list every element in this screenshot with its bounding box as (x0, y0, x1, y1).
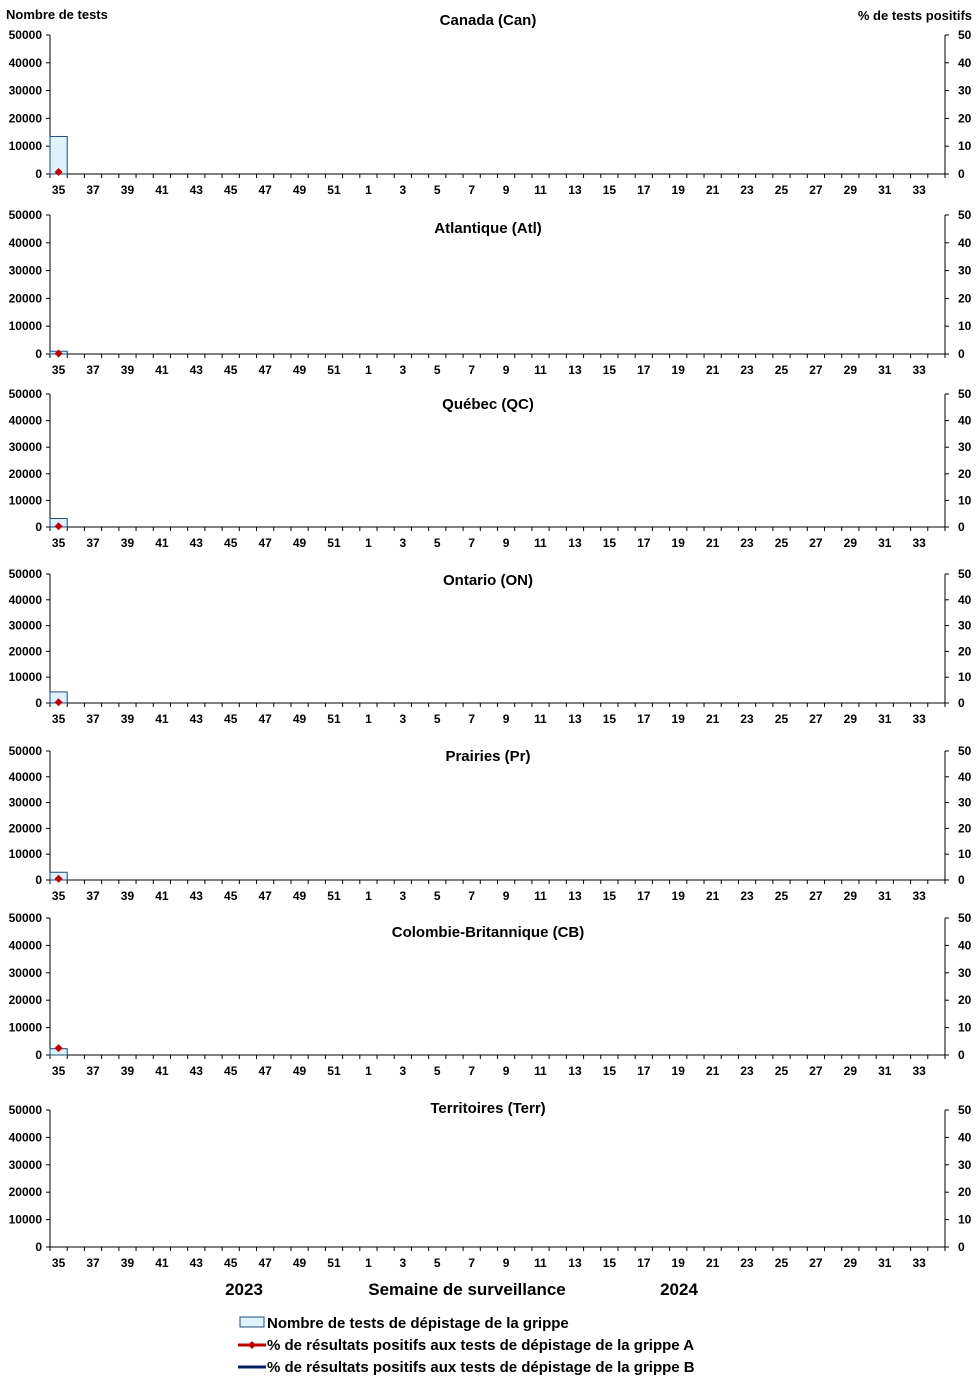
x-tick-label: 11 (534, 1256, 547, 1270)
x-tick-label: 29 (843, 712, 858, 726)
x-tick-label: 1 (365, 183, 372, 197)
x-tick-label: 3 (399, 363, 407, 377)
right-y-tick-label: 40 (958, 592, 972, 607)
x-tick-label: 13 (568, 1256, 582, 1270)
right-y-tick-label: 40 (958, 235, 972, 250)
x-tick-label: 23 (740, 536, 754, 550)
x-tick-label: 43 (189, 889, 203, 903)
x-tick-label: 3 (399, 712, 407, 726)
x-tick-label: 7 (468, 712, 476, 726)
x-tick-label: 47 (258, 183, 272, 197)
left-y-tick-label: 0 (35, 1240, 42, 1254)
right-y-tick-label: 10 (958, 847, 972, 862)
right-y-tick-label: 30 (958, 263, 972, 278)
x-tick-label: 39 (120, 712, 135, 726)
x-tick-label: 37 (86, 712, 100, 726)
x-tick-label: 9 (502, 889, 510, 903)
x-tick-label: 9 (502, 1064, 510, 1078)
x-tick-label: 49 (292, 712, 307, 726)
x-tick-label: 5 (433, 889, 441, 903)
x-tick-label: 7 (468, 536, 476, 550)
right-y-tick-label: 20 (958, 1185, 972, 1200)
x-tick-label: 13 (568, 363, 582, 377)
x-tick-label: 51 (327, 363, 341, 377)
x-tick-label: 49 (292, 1064, 307, 1078)
left-y-tick-label: 30000 (8, 440, 42, 455)
right-y-tick-label: 30 (958, 965, 972, 980)
x-tick-label: 29 (843, 363, 858, 377)
x-tick-label: 25 (774, 889, 789, 903)
x-tick-label: 19 (671, 712, 685, 726)
x-tick-label: 19 (671, 183, 685, 197)
right-y-tick-label: 10 (958, 139, 972, 154)
right-y-tick-label: 20 (958, 821, 972, 836)
x-tick-label: 29 (843, 1064, 858, 1078)
left-y-tick-label: 20000 (8, 291, 42, 306)
x-tick-label: 33 (912, 183, 926, 197)
x-tick-label: 13 (568, 536, 582, 550)
x-tick-label: 41 (155, 712, 169, 726)
chart-panel (9, 208, 972, 377)
x-tick-label: 49 (292, 1256, 307, 1270)
chart-title: Territoires (Terr) (430, 1100, 546, 1117)
x-tick-label: 37 (86, 536, 100, 550)
x-tick-label: 25 (774, 712, 789, 726)
chart-panel (9, 911, 972, 1078)
x-tick-label: 45 (224, 889, 238, 903)
x-tick-label: 13 (568, 889, 582, 903)
left-y-tick-label: 20000 (8, 993, 42, 1008)
left-y-tick-label: 40000 (8, 1130, 42, 1145)
right-y-tick-label: 0 (958, 696, 965, 710)
right-y-tick-label: 30 (958, 1157, 972, 1172)
x-tick-label: 35 (51, 363, 66, 377)
right-y-tick-label: 30 (958, 83, 972, 98)
x-tick-label: 27 (809, 1064, 823, 1078)
x-tick-label: 51 (327, 536, 341, 550)
x-tick-label: 27 (809, 712, 823, 726)
x-tick-label: 15 (602, 536, 617, 550)
x-tick-label: 21 (705, 889, 720, 903)
x-tick-label: 31 (878, 183, 892, 197)
x-tick-label: 15 (602, 1256, 617, 1270)
x-tick-label: 49 (292, 183, 307, 197)
chart-panel (9, 744, 972, 903)
left-y-tick-label: 20000 (8, 466, 42, 481)
right-y-tick-label: 0 (958, 1240, 965, 1254)
x-tick-label: 23 (740, 712, 754, 726)
x-tick-label: 33 (912, 536, 926, 550)
x-tick-label: 47 (258, 712, 272, 726)
chart-panel (9, 12, 972, 197)
right-y-tick-label: 0 (958, 520, 965, 534)
x-tick-label: 5 (433, 363, 441, 377)
x-tick-label: 5 (433, 1064, 441, 1078)
x-tick-label: 39 (120, 1064, 135, 1078)
x-tick-label: 23 (740, 1064, 754, 1078)
x-tick-label: 9 (502, 183, 510, 197)
legend-flu-b-label: % de résultats positifs aux tests de dépistage de la grippe B (267, 1359, 695, 1376)
x-tick-label: 47 (258, 1064, 272, 1078)
x-tick-label: 15 (602, 363, 617, 377)
x-tick-label: 15 (602, 889, 617, 903)
x-tick-label: 1 (365, 1256, 372, 1270)
left-y-tick-label: 0 (35, 167, 42, 181)
x-tick-label: 19 (671, 889, 685, 903)
x-tick-label: 1 (365, 889, 372, 903)
x-tick-label: 1 (365, 363, 372, 377)
x-tick-label: 21 (705, 363, 720, 377)
left-y-tick-label: 50000 (8, 911, 42, 925)
right-y-tick-label: 10 (958, 670, 972, 685)
x-tick-label: 7 (468, 1064, 476, 1078)
chart-title: Colombie-Britannique (CB) (391, 924, 585, 941)
x-tick-label: 29 (843, 536, 858, 550)
x-tick-label: 35 (51, 183, 66, 197)
right-y-tick-label: 50 (958, 744, 972, 758)
left-y-tick-label: 50000 (8, 744, 42, 758)
x-tick-label: 45 (224, 712, 238, 726)
x-tick-label: 17 (637, 712, 651, 726)
left-y-tick-label: 50000 (8, 28, 42, 42)
right-y-tick-label: 50 (958, 1103, 972, 1117)
x-tick-label: 45 (224, 1256, 238, 1270)
x-tick-label: 27 (809, 536, 823, 550)
x-tick-label: 43 (189, 1064, 203, 1078)
left-y-tick-label: 20000 (8, 1185, 42, 1200)
x-tick-label: 11 (534, 712, 547, 726)
x-tick-label: 31 (878, 712, 892, 726)
x-tick-label: 25 (774, 183, 789, 197)
right-y-tick-label: 40 (958, 1130, 972, 1145)
x-tick-label: 25 (774, 1256, 789, 1270)
x-tick-label: 51 (327, 1256, 341, 1270)
x-tick-label: 45 (224, 363, 238, 377)
chart-panel (9, 387, 972, 550)
x-tick-label: 27 (809, 1256, 823, 1270)
x-tick-label: 41 (155, 536, 169, 550)
x-tick-label: 23 (740, 183, 754, 197)
x-tick-label: 31 (878, 1256, 892, 1270)
right-y-tick-label: 30 (958, 440, 972, 455)
left-y-tick-label: 30000 (8, 83, 42, 98)
left-y-tick-label: 40000 (8, 592, 42, 607)
right-y-tick-label: 0 (958, 873, 965, 887)
x-tick-label: 1 (365, 712, 372, 726)
x-tick-label: 3 (399, 1256, 407, 1270)
x-tick-label: 43 (189, 1256, 203, 1270)
right-y-tick-label: 50 (958, 911, 972, 925)
x-tick-label: 37 (86, 1064, 100, 1078)
left-y-tick-label: 50000 (8, 1103, 42, 1117)
x-tick-label: 9 (502, 1256, 510, 1270)
x-tick-label: 47 (258, 363, 272, 377)
x-tick-label: 17 (637, 1064, 651, 1078)
right-y-tick-label: 50 (958, 387, 972, 401)
x-tick-label: 31 (878, 1064, 892, 1078)
x-tick-label: 15 (602, 712, 617, 726)
x-tick-label: 49 (292, 536, 307, 550)
x-tick-label: 3 (399, 889, 407, 903)
right-y-tick-label: 20 (958, 291, 972, 306)
x-tick-label: 39 (120, 1256, 135, 1270)
x-tick-label: 43 (189, 363, 203, 377)
x-tick-label: 15 (602, 183, 617, 197)
x-tick-label: 1 (365, 1064, 372, 1078)
chart-title: Atlantique (Atl) (434, 220, 542, 237)
x-tick-label: 41 (155, 889, 169, 903)
legend-bar-label: Nombre de tests de dépistage de la grippe (267, 1315, 569, 1332)
right-y-tick-label: 40 (958, 769, 972, 784)
x-tick-label: 19 (671, 536, 685, 550)
x-tick-label: 31 (878, 536, 892, 550)
left-y-tick-label: 10000 (8, 670, 42, 685)
x-tick-label: 51 (327, 1064, 341, 1078)
left-y-tick-label: 50000 (8, 208, 42, 222)
x-tick-label: 7 (468, 889, 476, 903)
x-tick-label: 5 (433, 712, 441, 726)
right-y-tick-label: 50 (958, 208, 972, 222)
left-y-tick-label: 20000 (8, 821, 42, 836)
right-y-tick-label: 10 (958, 1020, 972, 1035)
left-y-tick-label: 0 (35, 1048, 42, 1062)
x-tick-label: 27 (809, 889, 823, 903)
right-y-tick-label: 20 (958, 111, 972, 126)
x-tick-label: 17 (637, 1256, 651, 1270)
x-tick-label: 31 (878, 889, 892, 903)
x-tick-label: 3 (399, 536, 407, 550)
x-tick-label: 11 (534, 183, 547, 197)
x-tick-label: 11 (534, 889, 547, 903)
x-tick-label: 3 (399, 1064, 407, 1078)
left-y-tick-label: 20000 (8, 644, 42, 659)
x-tick-label: 25 (774, 1064, 789, 1078)
x-tick-label: 45 (224, 183, 238, 197)
x-tick-label: 39 (120, 536, 135, 550)
x-tick-label: 17 (637, 363, 651, 377)
left-y-tick-label: 10000 (8, 847, 42, 862)
chart-panel (9, 1100, 972, 1270)
legend-flu-a-label: % de résultats positifs aux tests de dépistage de la grippe A (267, 1337, 695, 1354)
left-y-tick-label: 50000 (8, 387, 42, 401)
chart-title: Québec (QC) (442, 396, 534, 413)
x-tick-label: 19 (671, 1064, 685, 1078)
x-tick-label: 51 (327, 712, 341, 726)
x-tick-label: 9 (502, 536, 510, 550)
right-y-tick-label: 20 (958, 993, 972, 1008)
left-y-tick-label: 10000 (8, 1020, 42, 1035)
x-tick-label: 47 (258, 1256, 272, 1270)
chart-panels (9, 12, 972, 1270)
chart-title: Ontario (ON) (443, 572, 533, 589)
x-tick-label: 3 (399, 183, 407, 197)
year-label-right: 2024 (660, 1280, 698, 1299)
right-y-tick-label: 50 (958, 567, 972, 581)
x-tick-label: 19 (671, 1256, 685, 1270)
x-tick-label: 21 (705, 1064, 720, 1078)
right-y-tick-label: 40 (958, 938, 972, 953)
legend-bar-swatch (240, 1317, 264, 1327)
left-y-tick-label: 10000 (8, 319, 42, 334)
x-tick-label: 27 (809, 183, 823, 197)
x-tick-label: 11 (534, 1064, 547, 1078)
x-tick-label: 25 (774, 363, 789, 377)
right-y-tick-label: 40 (958, 55, 972, 70)
right-y-tick-label: 10 (958, 1212, 972, 1227)
x-tick-label: 41 (155, 1256, 169, 1270)
right-y-tick-label: 10 (958, 493, 972, 508)
x-tick-label: 47 (258, 889, 272, 903)
left-y-tick-label: 40000 (8, 938, 42, 953)
x-tick-label: 51 (327, 183, 341, 197)
x-tick-label: 11 (534, 536, 547, 550)
left-y-tick-label: 10000 (8, 1212, 42, 1227)
x-tick-label: 41 (155, 183, 169, 197)
x-tick-label: 43 (189, 183, 203, 197)
x-tick-label: 21 (705, 183, 720, 197)
x-tick-label: 5 (433, 183, 441, 197)
legend (238, 1315, 695, 1376)
left-y-tick-label: 10000 (8, 139, 42, 154)
left-y-tick-label: 0 (35, 696, 42, 710)
x-tick-label: 47 (258, 536, 272, 550)
left-y-tick-label: 40000 (8, 769, 42, 784)
right-y-tick-label: 30 (958, 618, 972, 633)
x-tick-label: 13 (568, 712, 582, 726)
x-tick-label: 45 (224, 536, 238, 550)
x-tick-label: 41 (155, 1064, 169, 1078)
x-tick-label: 37 (86, 1256, 100, 1270)
x-tick-label: 41 (155, 363, 169, 377)
x-tick-label: 51 (327, 889, 341, 903)
x-tick-label: 29 (843, 889, 858, 903)
x-tick-label: 39 (120, 183, 135, 197)
x-tick-label: 35 (51, 712, 66, 726)
x-tick-label: 17 (637, 889, 651, 903)
x-tick-label: 37 (86, 183, 100, 197)
x-tick-label: 27 (809, 363, 823, 377)
x-tick-label: 37 (86, 889, 100, 903)
x-tick-label: 45 (224, 1064, 238, 1078)
left-y-tick-label: 30000 (8, 618, 42, 633)
left-y-tick-label: 0 (35, 347, 42, 361)
year-label-left: 2023 (225, 1280, 263, 1299)
x-tick-label: 35 (51, 1256, 66, 1270)
right-y-tick-label: 20 (958, 466, 972, 481)
x-tick-label: 9 (502, 712, 510, 726)
x-tick-label: 7 (468, 363, 476, 377)
left-y-tick-label: 40000 (8, 55, 42, 70)
right-y-tick-label: 0 (958, 167, 965, 181)
left-y-tick-label: 30000 (8, 1157, 42, 1172)
x-tick-label: 25 (774, 536, 789, 550)
x-tick-label: 49 (292, 889, 307, 903)
x-tick-label: 5 (433, 536, 441, 550)
right-y-tick-label: 10 (958, 319, 972, 334)
x-tick-label: 5 (433, 1256, 441, 1270)
left-y-tick-label: 30000 (8, 263, 42, 278)
x-tick-label: 35 (51, 1064, 66, 1078)
x-tick-label: 23 (740, 363, 754, 377)
left-y-tick-label: 10000 (8, 493, 42, 508)
x-tick-label: 17 (637, 183, 651, 197)
x-tick-label: 21 (705, 712, 720, 726)
x-tick-label: 35 (51, 536, 66, 550)
x-tick-label: 33 (912, 1064, 926, 1078)
chart-title: Prairies (Pr) (445, 748, 531, 765)
right-y-tick-label: 0 (958, 1048, 965, 1062)
chart-panel (9, 567, 972, 726)
x-tick-label: 21 (705, 536, 720, 550)
right-y-tick-label: 20 (958, 644, 972, 659)
x-tick-label: 37 (86, 363, 100, 377)
right-y-tick-label: 50 (958, 28, 972, 42)
x-axis-title: Semaine de surveillance (368, 1280, 566, 1299)
x-tick-label: 33 (912, 1256, 926, 1270)
right-y-tick-label: 0 (958, 347, 965, 361)
x-tick-label: 33 (912, 363, 926, 377)
x-tick-label: 13 (568, 1064, 582, 1078)
x-tick-label: 31 (878, 363, 892, 377)
x-tick-label: 7 (468, 183, 476, 197)
x-tick-label: 43 (189, 712, 203, 726)
left-y-tick-label: 30000 (8, 795, 42, 810)
x-tick-label: 9 (502, 363, 510, 377)
x-tick-label: 19 (671, 363, 685, 377)
left-y-tick-label: 30000 (8, 965, 42, 980)
flu-a-point (55, 349, 63, 357)
x-tick-label: 15 (602, 1064, 617, 1078)
left-y-tick-label: 0 (35, 520, 42, 534)
x-tick-label: 13 (568, 183, 582, 197)
left-y-tick-label: 40000 (8, 413, 42, 428)
x-tick-label: 17 (637, 536, 651, 550)
legend-flu-a-marker (248, 1341, 256, 1349)
x-tick-label: 29 (843, 183, 858, 197)
x-tick-label: 21 (705, 1256, 720, 1270)
x-tick-label: 39 (120, 363, 135, 377)
x-tick-label: 49 (292, 363, 307, 377)
x-tick-label: 35 (51, 889, 66, 903)
chart-title: Canada (Can) (439, 12, 537, 29)
x-tick-label: 23 (740, 889, 754, 903)
left-y-tick-label: 40000 (8, 235, 42, 250)
left-axis-title: Nombre de tests (6, 7, 108, 22)
x-tick-label: 23 (740, 1256, 754, 1270)
x-tick-label: 33 (912, 712, 926, 726)
right-y-tick-label: 40 (958, 413, 972, 428)
left-y-tick-label: 50000 (8, 567, 42, 581)
left-y-tick-label: 20000 (8, 111, 42, 126)
right-y-tick-label: 30 (958, 795, 972, 810)
x-tick-label: 43 (189, 536, 203, 550)
x-tick-label: 7 (468, 1256, 476, 1270)
x-tick-label: 29 (843, 1256, 858, 1270)
x-tick-label: 39 (120, 889, 135, 903)
x-tick-label: 33 (912, 889, 926, 903)
left-y-tick-label: 0 (35, 873, 42, 887)
x-tick-label: 11 (534, 363, 547, 377)
right-axis-title: % de tests positifs (857, 8, 972, 23)
x-tick-label: 1 (365, 536, 372, 550)
